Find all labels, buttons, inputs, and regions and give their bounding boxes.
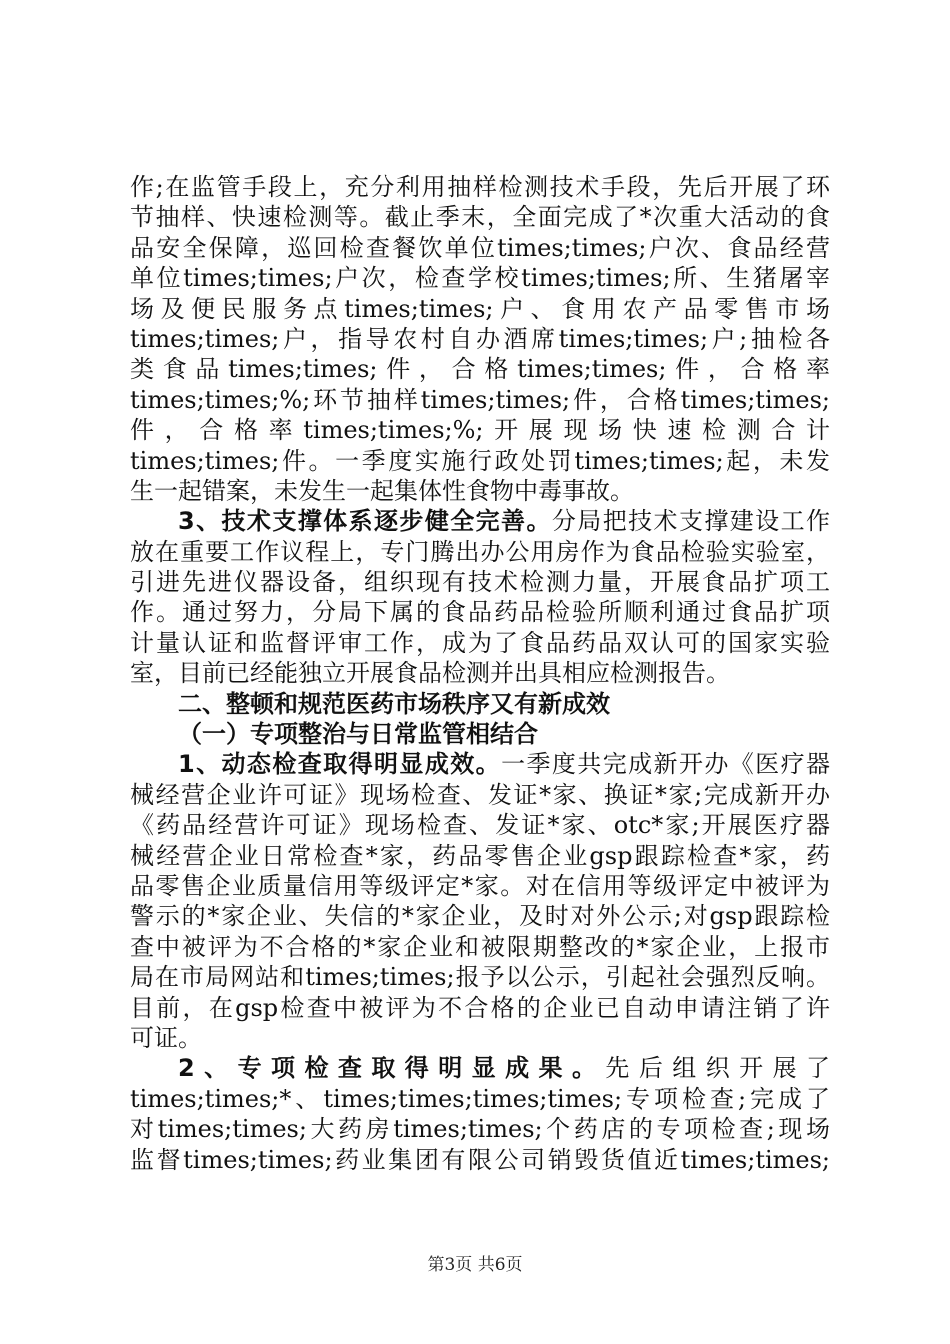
text-line: 械经营企业许可证》现场检查、发证*家、换证*家;完成新开办 (130, 780, 830, 809)
section-heading: 二、整顿和规范医药市场秩序又有新成效 (178, 689, 610, 718)
text-span: 分局把技术支撑建设工作 (551, 507, 830, 536)
text-line: 查中被评为不合格的*家企业和被限期整改的*家企业，上报市 (130, 932, 830, 961)
subsection-heading: （一）专项整治与日常监管相结合 (178, 720, 538, 749)
paragraph-lead: 1、动态检查取得明显成效。 (178, 750, 502, 779)
text-line: times;times;户，指导农村自办酒席times;times;户;抽检各 (130, 324, 830, 353)
text-line: 场及便民服务点times;times;户、食用农产品零售市场 (130, 294, 830, 323)
text-line: 械经营企业日常检查*家，药品零售企业gsp跟踪检查*家，药 (130, 841, 830, 870)
text-line: 品零售企业质量信用等级评定*家。对在信用等级评定中被评为 (130, 871, 830, 900)
text-line: 对times;times;大药房times;times;个药店的专项检查;现场 (130, 1115, 830, 1144)
text-line: 引进先进仪器设备，组织现有技术检测力量，开展食品扩项工 (130, 568, 830, 597)
text-line (130, 506, 830, 536)
text-line: 件，合格率times;times;%;开展现场快速检测合计 (130, 416, 830, 445)
page-number-footer: 第3页 共6页 (427, 1255, 523, 1275)
text-line: times;times;*、times;times;times;times;专项检查;完成了 (130, 1084, 830, 1113)
text-line: 《药品经营许可证》现场检查、发证*家、otc*家;开展医疗器 (130, 811, 830, 840)
text-line: 节抽样、快速检测等。截止季末，全面完成了*次重大活动的食 (130, 203, 830, 232)
text-line: 局在市局网站和times;times;报予以公示，引起社会强烈反响。 (130, 963, 830, 992)
text-line: 可证。 (130, 1023, 202, 1052)
paragraph-lead: 3、技术支撑体系逐步健全完善。 (178, 507, 552, 536)
paragraph-special-inspection (130, 1053, 830, 1175)
text-line: 单位times;times;户次，检查学校times;times;所、生猪屠宰 (130, 264, 830, 293)
text-span: 一季度共完成新开办《医疗器 (501, 750, 830, 779)
text-line (130, 749, 830, 779)
text-line: 类食品times;times;件，合格times;times;件，合格率 (130, 355, 830, 384)
text-line: 放在重要工作议程上，专门腾出办公用房作为食品检验实验室， (130, 537, 830, 566)
paragraph-lead: 2、专项检查取得明显成果。 (178, 1054, 606, 1083)
text-line: 监督times;times;药业集团有限公司销毁货值近times;times; (130, 1145, 830, 1174)
text-span: 先后组织开展了 (605, 1054, 830, 1083)
text-line (130, 1053, 830, 1083)
paragraph-dynamic-inspection (130, 749, 830, 1053)
text-line: times;times;件。一季度实施行政处罚times;times;起，未发 (130, 446, 830, 475)
paragraph-food-safety (130, 172, 830, 506)
text-line: 室，目前已经能独立开展食品检测并出具相应检测报告。 (130, 659, 730, 688)
text-line: 作。通过努力，分局下属的食品药品检验所顺利通过食品扩项 (130, 598, 830, 627)
paragraph-tech-support (130, 506, 830, 688)
text-line: 品安全保障，巡回检查餐饮单位times;times;户次、食品经营 (130, 233, 830, 262)
text-line: 警示的*家企业、失信的*家企业，及时对外公示;对gsp跟踪检 (130, 902, 830, 931)
text-line: times;times;%;环节抽样times;times;件，合格times;times; (130, 385, 830, 414)
text-line: 计量认证和监督评审工作，成为了食品药品双认可的国家实验 (130, 628, 830, 657)
text-line: 作;在监管手段上，充分利用抽样检测技术手段，先后开展了环 (130, 173, 830, 201)
text-line: 目前，在gsp检查中被评为不合格的企业已自动申请注销了许 (130, 993, 830, 1022)
document-body (130, 172, 830, 1175)
text-line: 生一起错案，未发生一起集体性食物中毒事故。 (130, 476, 634, 505)
